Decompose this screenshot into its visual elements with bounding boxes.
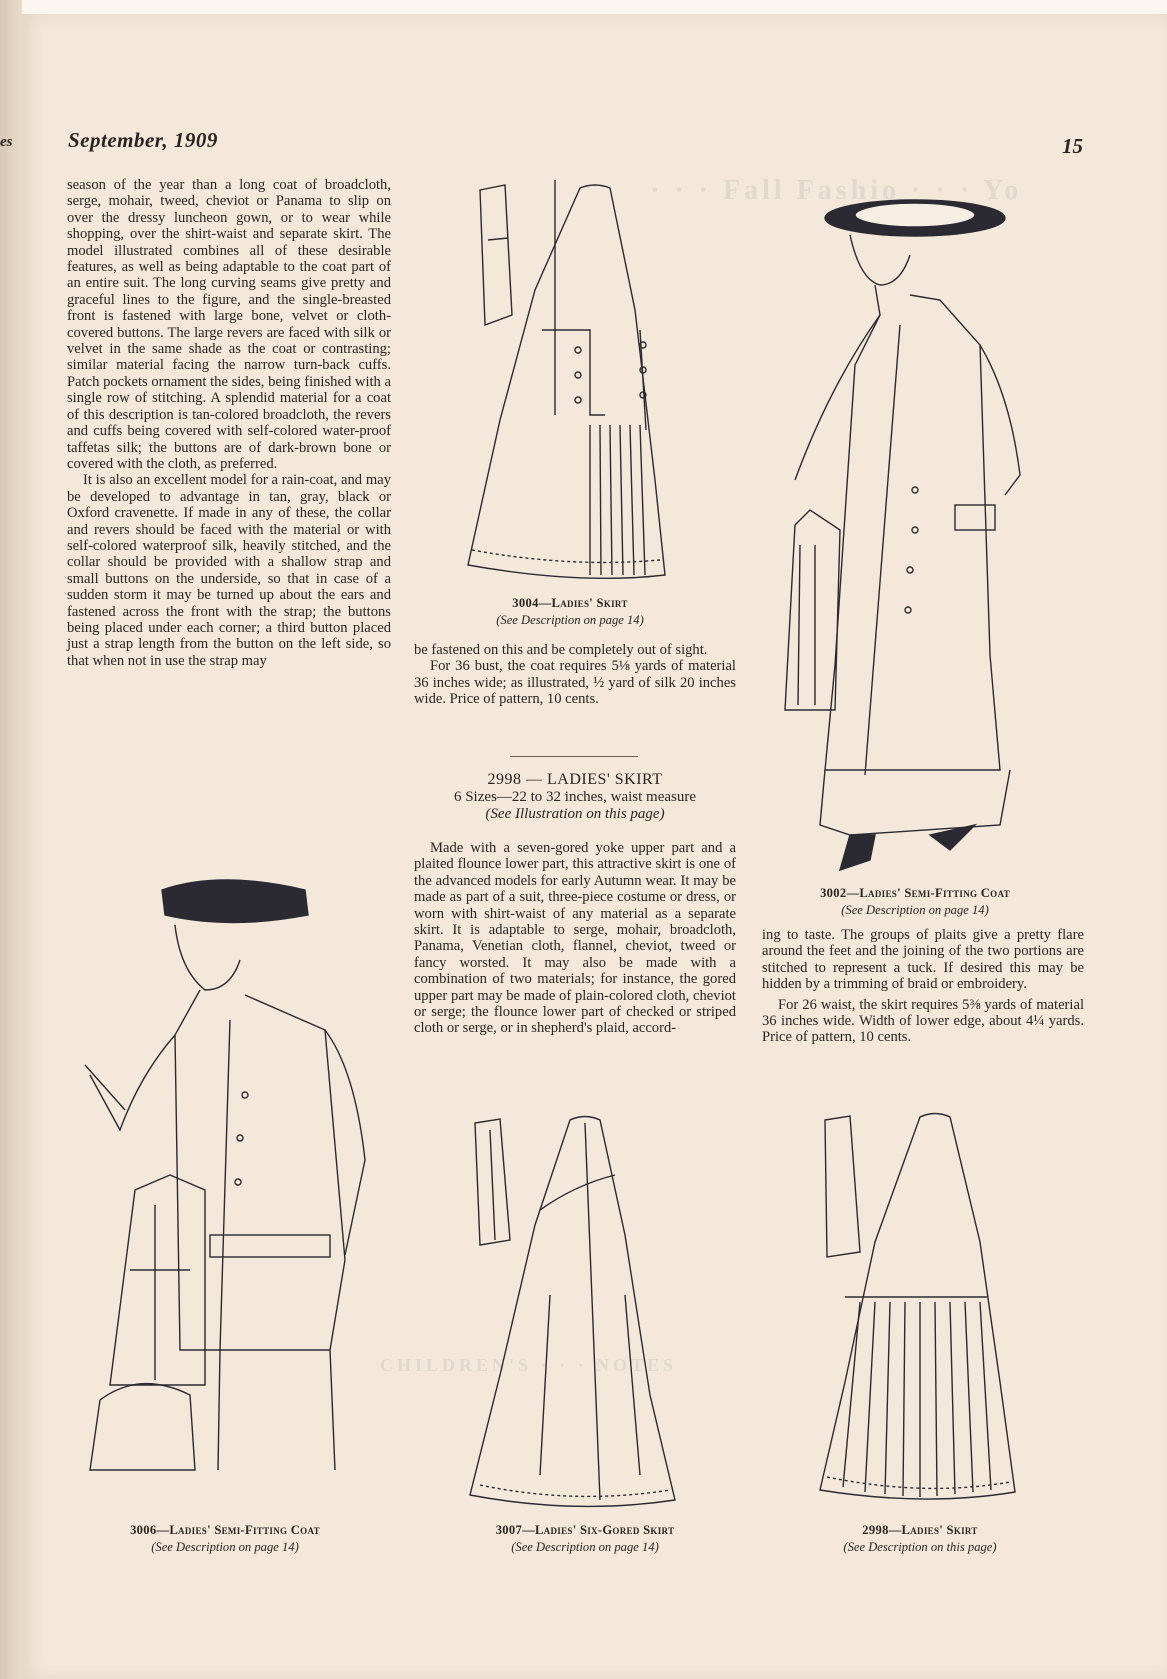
paragraph: Made with a seven-gored yoke upper part and a plaited flounce lower part, this attractive skirt is one of the advanced models for early Autumn wear. It may be made as part of a suit, three-piece costume or dress, or worn with shirt-waist of any material as a separate skirt. It is adaptable to serge, mohair, broadcloth, Panama, Venetian cloth, flannel, cheviot, tweed or fancy worsted. It may also be made with a combination of two materials; for instance, the gored upper part may be made of plain-colored cloth, cheviot or serge; the flounce lower part of checked or striped cloth or serge, or in shepherd's plaid, accord- — [414, 840, 736, 1037]
paragraph: be fastened on this and be completely out of sight. — [414, 642, 708, 658]
paragraph: For 36 bust, the coat requires 5⅛ yards of material 36 inches wide; as illustrated, ½ yard of silk 20 inches wide. Price of pattern, 10 cents. — [414, 658, 736, 708]
paragraph: It is also an excellent model for a rain-coat, and may be developed to advantage in tan, gray, black or Oxford cravenette. If made in any of these, the collar and revers should be faced with the material or with self-colored waterproof silk, heavily stitched, and the collar should be provided with a shallow strap and small buttons on the underside, so that in case of a sudden storm it may be turned up about the ears and fastened across the front with the strap; the buttons being placed under each corner; a third button placed just a strap length from the button on the left side, so that when not in use the strap may — [67, 472, 391, 669]
caption-reference: (See Description on this page) — [843, 1540, 997, 1554]
text-column-3 — [762, 927, 1084, 1046]
skirt-3004-illustration — [460, 180, 680, 590]
coat-3002-illustration — [780, 185, 1060, 875]
page-number: 15 — [1062, 134, 1083, 158]
caption-title: 3002—Ladies' Semi-Fitting Coat — [820, 886, 1010, 900]
caption-reference: (See Description on page 14) — [841, 903, 989, 917]
scan-top-margin — [0, 0, 1167, 14]
text-column-2-top — [414, 642, 736, 708]
paragraph: ing to taste. The groups of plaits give a pretty flare around the feet and the joining of the two portions are stitched to represent a tuck. If desired this may be hidden by a trimming of braid or embroidery. — [762, 927, 1084, 993]
caption-reference: (See Description on page 14) — [496, 613, 644, 627]
issue-date: September, 1909 — [68, 128, 218, 152]
caption-reference: (See Description on page 14) — [151, 1540, 299, 1554]
caption-title: 3004—Ladies' Skirt — [512, 596, 628, 610]
paragraph: For 26 waist, the skirt requires 5⅜ yards of material 36 inches wide. Width of lower edge, about 4¼ yards. Price of pattern, 10 cents. — [762, 996, 1084, 1046]
previous-page-edge — [0, 0, 22, 1679]
caption-title: 3006—Ladies' Semi-Fitting Coat — [130, 1523, 320, 1537]
caption-3002 — [785, 885, 1045, 919]
section-reference: (See Illustration on this page) — [485, 806, 665, 822]
section-sizes: 6 Sizes—22 to 32 inches, waist measure — [453, 789, 697, 805]
section-divider — [510, 756, 638, 757]
caption-3006 — [95, 1522, 355, 1556]
caption-title: 3007—Ladies' Six-Gored Skirt — [495, 1523, 675, 1537]
previous-page-fragment: es — [0, 134, 13, 150]
caption-3007 — [455, 1522, 715, 1556]
skirt-2998-illustration — [815, 1112, 1035, 1512]
caption-title: 2998—Ladies' Skirt — [862, 1523, 978, 1537]
caption-2998 — [790, 1522, 1050, 1556]
paragraph: season of the year than a long coat of broadcloth, serge, mohair, tweed, cheviot or Panama to slip on over the dressy luncheon gown, or to wear while shopping, over the shirt-waist and separate skirt. The model illustrated combines all of these desirable features, as well as being adaptable to the coat part of an entire suit. The long curving seams give pretty and graceful lines to the figure, and the single-breasted front is fastened with large bone, velvet or cloth-covered buttons. The large revers are faced with silk or velvet in the same shade as the coat or contrasting; similar material facing the narrow turn-back cuffs. Patch pockets ornament the sides, being finished with a single row of stitching. A splendid material for a coat of this description is tan-colored broadcloth, the revers and cuffs being covered with self-colored water-proof taffetas silk; the buttons are of dark-brown bone or covered with the cloth, as preferred. — [67, 177, 391, 472]
section-title: 2998 — LADIES' SKIRT — [487, 771, 663, 788]
skirt-3007-illustration — [465, 1115, 685, 1515]
section-heading-2998 — [414, 771, 736, 823]
caption-reference: (See Description on page 14) — [511, 1540, 659, 1554]
text-column-2-body — [414, 840, 736, 1037]
text-column-1 — [67, 177, 391, 669]
coat-3006-illustration — [80, 870, 380, 1480]
caption-3004 — [440, 595, 700, 629]
